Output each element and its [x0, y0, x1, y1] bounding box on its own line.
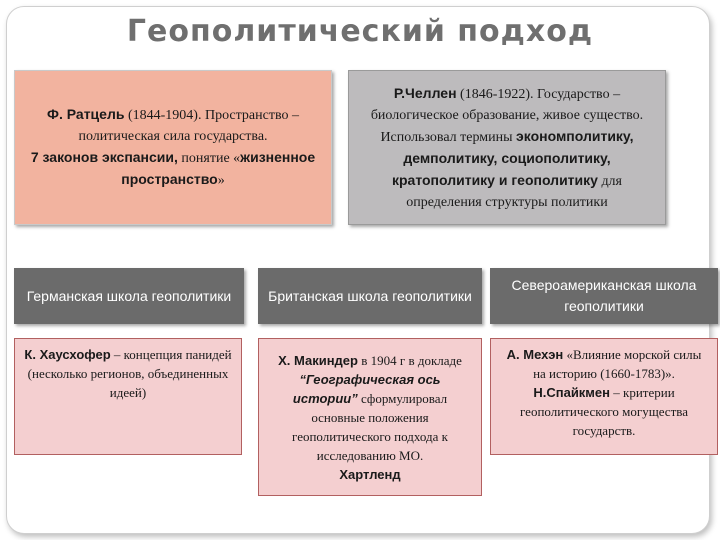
mackinder-name: Х. Макиндер — [278, 352, 358, 368]
german-detail-text — [23, 345, 233, 402]
school-german — [14, 268, 244, 324]
chellen-terms: экономполитику, демполитику, социополитику, кратополитику и геополитику — [391, 127, 634, 188]
ratzel-years: (1844-1904). — [124, 108, 202, 123]
chellen-text — [357, 83, 657, 213]
mackinder-text2: сформулировал основные положения геополитического подхода к исследованию МО. — [292, 390, 448, 463]
haushofer-text: – концепция панидей (несколько регионов, объединенных идеей) — [27, 347, 232, 400]
american-detail-text — [499, 345, 709, 440]
school-british — [258, 268, 482, 324]
school-american-label: Североамериканская школа геополитики — [511, 277, 697, 314]
mackinder-work: “Географическая ось истории” — [292, 371, 441, 406]
mackinder-text1: в 1904 г в докладе — [357, 352, 462, 368]
chellen-box — [348, 70, 666, 225]
mahan-text: «Влияние морской силы на историю (1660-1783)». — [533, 347, 702, 381]
ratzel-box — [14, 70, 332, 225]
ratzel-text1: Пространство – политическая сила государства. — [78, 108, 299, 144]
school-german-label: Германская школа геополитики — [26, 287, 232, 304]
ratzel-term: жизненное пространство — [121, 149, 316, 187]
ratzel-laws: 7 законов экспансии, — [30, 149, 178, 165]
chellen-name: Р.Челлен — [393, 84, 457, 101]
ratzel-end: » — [217, 173, 225, 188]
school-british-label: Британская школа геополитики — [268, 287, 472, 304]
german-detail-box — [14, 338, 242, 455]
mahan-name: А. Мехэн — [506, 347, 564, 362]
chellen-text1: Государство – биологическое образование, живое существо. Использовал термины — [370, 86, 644, 145]
british-detail-text — [267, 351, 473, 484]
chellen-years: (1846-1922). — [456, 86, 534, 102]
american-detail-box — [490, 338, 718, 455]
spykman-name: Н.Спайкмен — [533, 385, 611, 400]
ratzel-text — [23, 104, 323, 191]
haushofer-name: К. Хаусхофер — [24, 347, 111, 362]
heartland: Хартленд — [339, 466, 401, 482]
ratzel-concept: понятие « — [177, 151, 241, 166]
spykman-text: – критерии геополитического могущества государств. — [520, 385, 688, 438]
british-detail-box — [258, 338, 482, 496]
school-american — [490, 268, 718, 324]
page-title: Геополитический подход — [126, 14, 594, 49]
ratzel-name: Ф. Ратцель — [47, 106, 125, 122]
chellen-text2: для определения структуры политики — [406, 173, 622, 210]
